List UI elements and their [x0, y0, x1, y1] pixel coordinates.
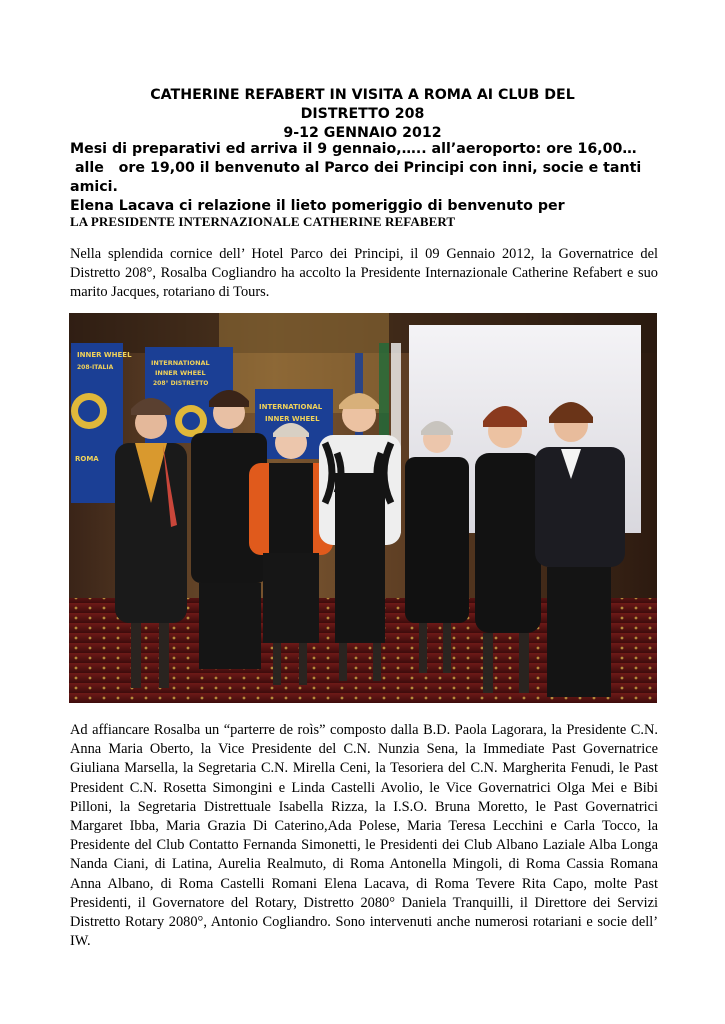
banner-text: 208° DISTRETTO: [153, 380, 209, 387]
title-line: 9-12 GENNAIO 2012: [283, 125, 442, 141]
title-line: CATHERINE REFABERT IN VISITA A ROMA AI CLUB DEL: [150, 87, 575, 103]
banner-text: 208-ITALIA: [77, 364, 114, 371]
title-line: DISTRETTO 208: [300, 106, 425, 122]
article-title: [70, 86, 655, 143]
lead-line: amici.: [70, 179, 118, 195]
lead-line: Elena Lacava ci relazione il lieto pomeriggio di benvenuto per: [70, 198, 565, 214]
banner-text: INNER WHEEL: [77, 351, 132, 359]
lead-line: alle ore 19,00 il benvenuto al Parco dei Principi con inni, socie e tanti: [70, 160, 642, 176]
intro-paragraph: Nella splendida cornice dell’ Hotel Parco dei Principi, il 09 Gennaio 2012, la Governatrice del Distretto 208°, Rosalba Cogliandro ha accolto la Presidente Internazionale Catherine Refabert e suo marito Jacques, rotariano di Tours.: [70, 246, 658, 300]
banner-text: ROMA: [75, 455, 99, 463]
body-paragraph: Ad affiancare Rosalba un “parterre de roìs” composto dalla B.D. Paola Lagorara, la Presidente C.N. Anna Maria Oberto, la Vice Presidente del C.N. Nunzia Sena, la Immediate Past Governatrice Giuliana Marsella, la Segretaria C.N. Mirella Ceni, la Tesoriera del C.N. Margherita Fenudi, le Past President C.N. Rosetta Simongini e Linda Castelli Avolio, le Vice Governatrici Olga Mei e Bibi Pilloni, la Segretaria Distrettuale Isabella Rizza, la I.S.O. Bruna Moretto, le Past Governatrici Margaret Ibba, Maria Grazia Di Caterino,Ada Polese, Maria Teresa Lecchini e Carla Tocco, la Presidente del Club Contatto Fernanda Simonetti, le Presidenti dei Club Albano Laziale Alba Longa Nanda Ciani, di Latina, Aurelia Realmuto, di Roma Antonella Mingoli, di Roma Cassia Romana Anna Albano, di Roma Castelli Romani Elena Lacava, di Roma Tevere Rita Capo, molte Past Presidenti, il Governatore del Rotary, Distretto 2080° Daniela Tranquilli, il Direttore dei Servizi Distretto Rotary 2080°, Antonio Cogliandro. Sono intervenuti anche numerosi rotariani e socie dell’ IW.: [70, 722, 658, 950]
subheading: LA PRESIDENTE INTERNAZIONALE CATHERINE REFABERT: [70, 214, 456, 229]
lead-line: Mesi di preparativi ed arriva il 9 gennaio,….. all’aeroporto: ore 16,00…: [70, 141, 637, 157]
banner-text: INNER WHEEL: [155, 369, 206, 377]
banner-text: INTERNATIONAL: [151, 359, 210, 367]
lead-text: [70, 140, 660, 216]
banner-text: INNER WHEEL: [265, 415, 320, 423]
group-photo: [69, 313, 657, 703]
banner-text: INTERNATIONAL: [259, 403, 323, 411]
